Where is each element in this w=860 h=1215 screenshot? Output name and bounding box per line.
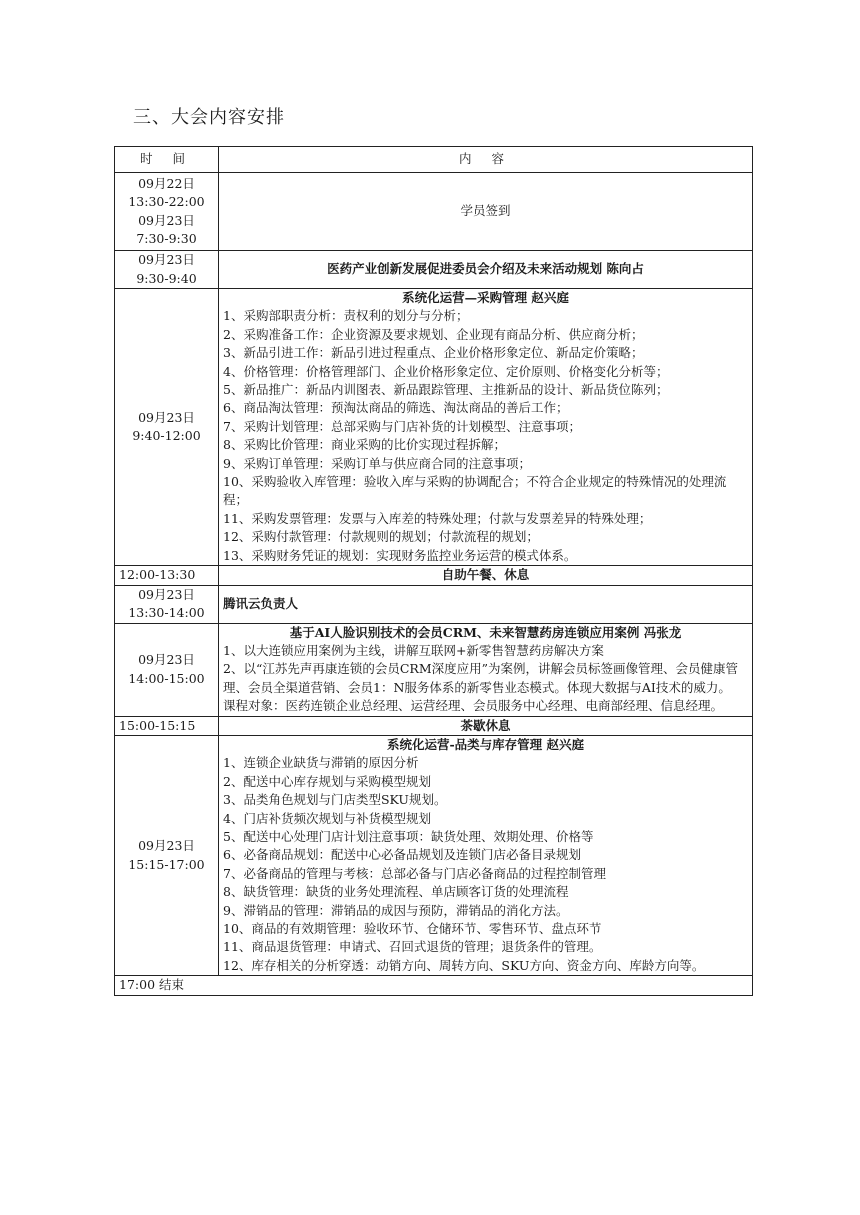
content-cell: 自助午餐、休息 bbox=[219, 566, 753, 585]
session-items bbox=[223, 642, 748, 697]
list-item: 10、商品的有效期管理：验收环节、仓储环节、零售环节、盘点环节 bbox=[223, 921, 602, 936]
list-item: 7、采购计划管理：总部采购与门店补货的计划模型、注意事项； bbox=[223, 418, 581, 434]
list-item: 2、配送中心库存规划与采购模型规划 bbox=[223, 773, 431, 789]
header-time: 时 间 bbox=[115, 147, 219, 173]
time-cell: 09月23日 9:40-12:00 bbox=[115, 289, 219, 566]
content-cell: 茶歇休息 bbox=[219, 716, 753, 735]
table-row bbox=[115, 716, 753, 735]
session-title: 基于AI人脸识别技术的会员CRM、未来智慧药房连锁应用案例 冯张龙 bbox=[289, 624, 682, 640]
end-cell: 17:00 结束 bbox=[115, 976, 753, 995]
table-row bbox=[115, 251, 753, 289]
content-cell bbox=[219, 289, 753, 566]
list-item: 3、品类角色规划与门店类型SKU规划。 bbox=[223, 792, 447, 808]
course-audience: 课程对象：医药连锁企业总经理、运营经理、会员服务中心经理、电商部经理、信息经理。 bbox=[223, 698, 724, 714]
list-item: 1、连锁企业缺货与滞销的原因分析 bbox=[223, 755, 419, 771]
table-row bbox=[115, 735, 753, 975]
content-cell: 学员签到 bbox=[219, 173, 753, 251]
session-title: 系统化运营—采购管理 赵兴庭 bbox=[402, 290, 569, 305]
list-item: 12、采购付款管理：付款规则的规划；付款流程的规划； bbox=[223, 529, 539, 545]
content-cell: 医药产业创新发展促进委员会介绍及未来活动规划 陈向占 bbox=[219, 251, 753, 289]
table-row bbox=[115, 289, 753, 566]
table-row bbox=[115, 566, 753, 585]
content-cell: 腾讯云负责人 bbox=[219, 585, 753, 623]
header-content: 内 容 bbox=[219, 147, 753, 173]
time-cell: 09月22日 13:30-22:00 09月23日 7:30-9:30 bbox=[115, 173, 219, 251]
section-heading: 三、大会内容安排 bbox=[133, 107, 285, 128]
list-item: 4、价格管理：价格管理部门、企业价格形象定位、定价原则、价格变化分析等； bbox=[223, 363, 669, 379]
session-title: 系统化运营-品类与库存管理 赵兴庭 bbox=[386, 736, 585, 752]
time-cell: 15:00-15:15 bbox=[115, 716, 219, 735]
list-item: 3、新品引进工作：新品引进过程重点、企业价格形象定位、新品定价策略； bbox=[223, 345, 644, 361]
schedule-table bbox=[114, 146, 753, 996]
list-item: 1、采购部职责分析：责权利的划分与分析； bbox=[223, 308, 469, 324]
list-item: 8、采购比价管理：商业采购的比价实现过程拆解； bbox=[223, 437, 506, 453]
time-cell: 09月23日 15:15-17:00 bbox=[115, 735, 219, 975]
time-cell: 12:00-13:30 bbox=[115, 566, 219, 585]
list-item: 5、新品推广：新品内训图表、新品跟踪管理、主推新品的设计、新品货位陈列； bbox=[223, 382, 669, 398]
list-item: 2、采购准备工作：企业资源及要求规划、企业现有商品分析、供应商分析； bbox=[223, 326, 644, 342]
list-item: 10、采购验收入库管理：验收入库与采购的协调配合；不符合企业规定的特殊情况的处理流程； bbox=[223, 474, 727, 508]
list-item: 7、必备商品的管理与考核：总部必备与门店必备商品的过程控制管理 bbox=[223, 865, 606, 881]
list-item: 6、必备商品规划：配送中心必备品规划及连锁门店必备目录规划 bbox=[223, 847, 581, 863]
table-row bbox=[115, 623, 753, 716]
list-item: 6、商品淘汰管理：预淘汰商品的筛选、淘汰商品的善后工作； bbox=[223, 400, 569, 416]
table-row bbox=[115, 976, 753, 995]
list-item: 13、采购财务凭证的规划：实现财务监控业务运营的模式体系。 bbox=[223, 547, 577, 563]
content-cell bbox=[219, 735, 753, 975]
table-row bbox=[115, 585, 753, 623]
list-item: 12、库存相关的分析穿透：动销方向、周转方向、SKU方向、资金方向、库龄方向等。 bbox=[223, 957, 705, 973]
list-item: 11、商品退货管理：申请式、召回式退货的管理；退货条件的管理。 bbox=[223, 939, 602, 955]
time-cell: 09月23日 13:30-14:00 bbox=[115, 585, 219, 623]
table-row bbox=[115, 173, 753, 251]
table-header-row bbox=[115, 147, 753, 173]
list-item: 2、以“江苏先声再康连锁的会员CRM深度应用”为案例，讲解会员标签画像管理、会员健康管理、会员全渠道营销、会员1：N服务体系的新零售业态模式。体现大数据与AI技术的威力。 bbox=[223, 661, 739, 695]
list-item: 11、采购发票管理：发票与入库差的特殊处理；付款与发票差异的特殊处理； bbox=[223, 510, 652, 526]
list-item: 5、配送中心处理门店计划注意事项：缺货处理、效期处理、价格等 bbox=[223, 828, 594, 844]
list-item: 4、门店补货频次规划与补货模型规划 bbox=[223, 810, 431, 826]
list-item: 1、以大连锁应用案例为主线，讲解互联网+新零售智慧药房解决方案 bbox=[223, 642, 604, 658]
content-cell bbox=[219, 623, 753, 716]
time-cell: 09月23日 9:30-9:40 bbox=[115, 251, 219, 289]
session-items bbox=[223, 754, 748, 975]
session-items bbox=[223, 307, 748, 565]
list-item: 9、采购订单管理：采购订单与供应商合同的注意事项； bbox=[223, 455, 531, 471]
list-item: 8、缺货管理：缺货的业务处理流程、单店顾客订货的处理流程 bbox=[223, 884, 569, 900]
list-item: 9、滞销品的管理：滞销品的成因与预防，滞销品的消化方法。 bbox=[223, 902, 569, 918]
time-cell: 09月23日 14:00-15:00 bbox=[115, 623, 219, 716]
